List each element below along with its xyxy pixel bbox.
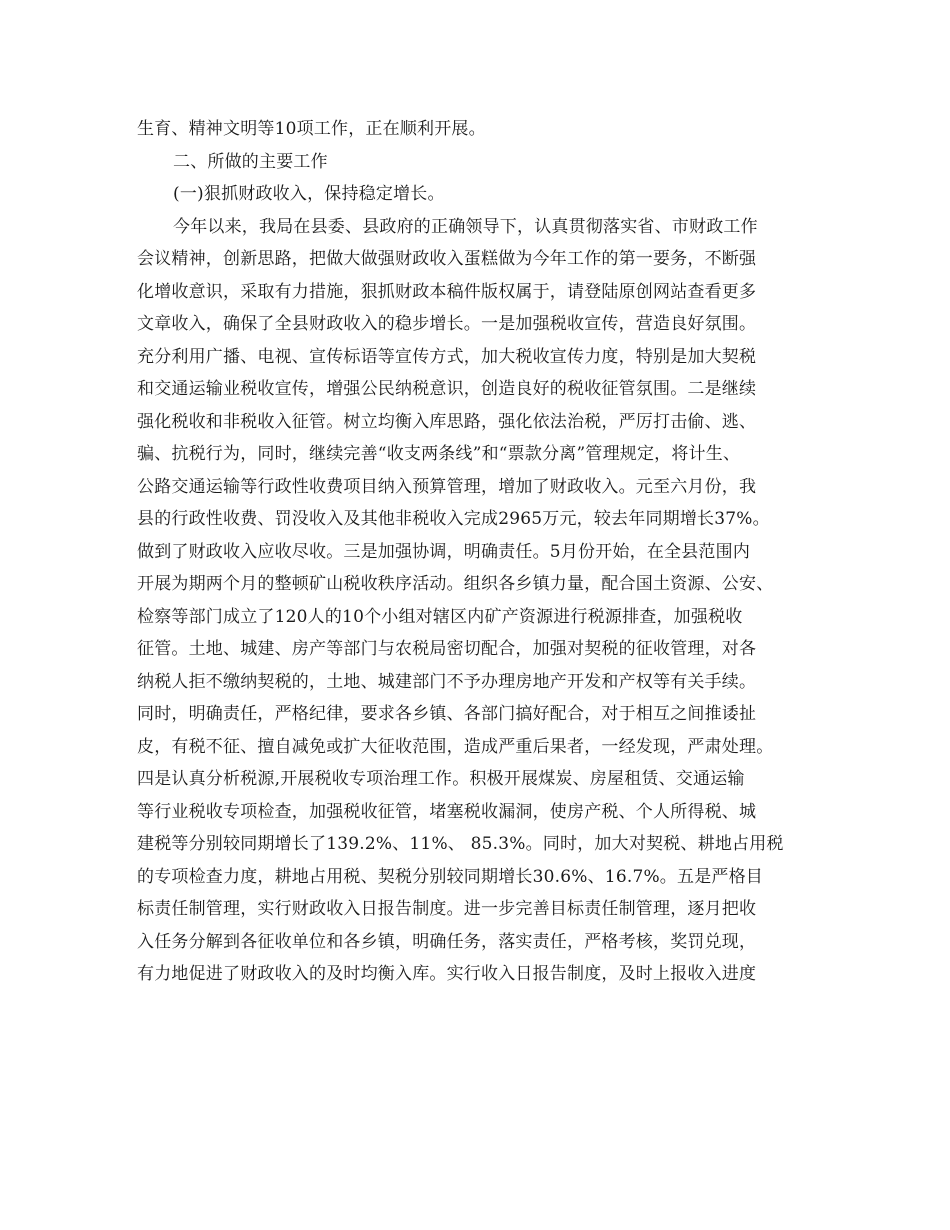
- text-line: 四是认真分析税源,开展税收专项治理工作。积极开展煤炭、房屋租赁、交通运输: [137, 769, 745, 789]
- text-line: 县的行政性收费、罚没收入及其他非税收入完成2965万元，较去年同期增长37%。: [137, 509, 770, 529]
- text-line: 标责任制管理，实行财政收入日报告制度。进一步完善目标责任制管理，逐月把收: [137, 899, 757, 919]
- text-line: 骗、抗税行为，同时，继续完善“收支两条线”和“票款分离”管理规定，将计生、: [137, 444, 741, 464]
- text-line: 纳税人拒不缴纳契税的，土地、城建部门不予办理房地产开发和产权等有关手续。: [137, 671, 757, 692]
- text-line: 强化税收和非税收入征管。树立均衡入库思路，强化依法治税，严厉打击偷、逃、: [137, 411, 757, 432]
- text-line: 化增收意识，采取有力措施，狠抓财政本稿件版权属于，请登陆原创网站查看更多: [137, 281, 757, 302]
- subsection-heading: (一)狠抓财政收入，保持稳定增长。: [173, 184, 445, 204]
- text-line: 文章收入，确保了全县财政收入的稳步增长。一是加强税收宣传，营造良好氛围。: [137, 314, 757, 334]
- text-line: 生育、精神文明等10项工作，正在顺利开展。: [137, 119, 486, 139]
- section-heading: 二、所做的主要工作: [173, 151, 328, 172]
- text-line: 入任务分解到各征收单位和各乡镇，明确任务，落实责任，严格考核，奖罚兑现，: [137, 931, 757, 952]
- text-line: 今年以来，我局在县委、县政府的正确领导下，认真贯彻落实省、市财政工作: [173, 216, 758, 237]
- text-line: 有力地促进了财政收入的及时均衡入库。实行收入日报告制度，及时上报收入进度: [137, 964, 757, 984]
- text-line: 做到了财政收入应收尽收。三是加强协调，明确责任。5月份开始，在全县范围内: [137, 541, 751, 562]
- text-line: 公路交通运输等行政性收费项目纳入预算管理，增加了财政收入。元至六月份，我: [137, 476, 757, 497]
- text-line: 检察等部门成立了120人的10个小组对辖区内矿产资源进行税源排查，加强税收: [137, 606, 743, 627]
- text-line: 同时，明确责任，严格纪律，要求各乡镇、各部门搞好配合，对于相互之间推诿扯: [137, 704, 757, 724]
- text-line: 征管。土地、城建、房产等部门与农税局密切配合，加强对契税的征收管理，对各: [137, 639, 757, 659]
- text-line: 和交通运输业税收宣传，增强公民纳税意识，创造良好的税收征管氛围。二是继续: [137, 379, 757, 399]
- text-line: 开展为期两个月的整顿矿山税收秩序活动。组织各乡镇力量，配合国土资源、公安、: [137, 574, 774, 594]
- text-line: 会议精神，创新思路，把做大做强财政收入蛋糕做为今年工作的第一要务，不断强: [137, 249, 757, 269]
- text-line: 等行业税收专项检查，加强税收征管，堵塞税收漏洞，使房产税、个人所得税、城: [137, 801, 757, 822]
- body-text: [137, 113, 837, 991]
- text-line: 的专项检查力度，耕地占用税、契税分别较同期增长30.6%、16.7%。五是严格目: [137, 866, 764, 887]
- text-line: 皮，有税不征、擅自减免或扩大征收范围，造成严重后果者，一经发现，严肃处理。: [137, 736, 774, 757]
- text-line: 充分利用广播、电视、宣传标语等宣传方式，加大税收宣传力度，特别是加大契税: [137, 346, 757, 367]
- text-line: 建税等分别较同期增长了139.2%、11%、 85.3%。同时，加大对契税、耕地占用税: [137, 834, 784, 854]
